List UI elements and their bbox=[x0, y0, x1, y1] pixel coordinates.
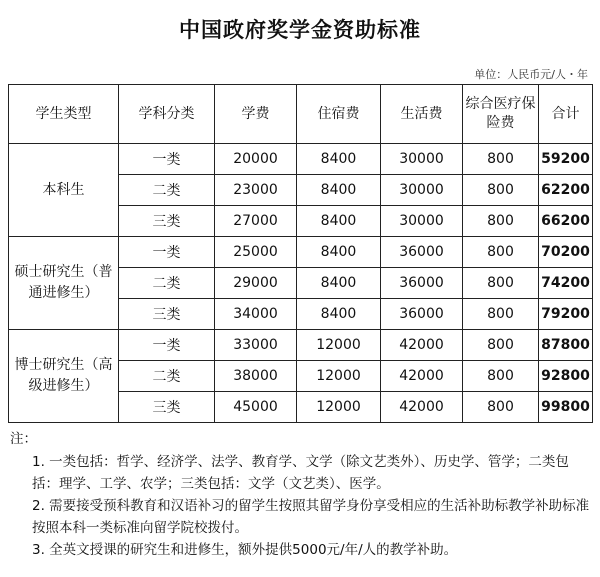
header-student-type: 学生类型 bbox=[9, 85, 119, 144]
insurance-cell: 800 bbox=[463, 175, 539, 206]
table-row bbox=[9, 144, 593, 175]
tuition-cell: 33000 bbox=[215, 330, 297, 361]
insurance-cell: 800 bbox=[463, 237, 539, 268]
category-cell: 三类 bbox=[119, 392, 215, 423]
tuition-cell: 45000 bbox=[215, 392, 297, 423]
housing-cell: 12000 bbox=[297, 361, 381, 392]
insurance-cell: 800 bbox=[463, 392, 539, 423]
header-housing: 住宿费 bbox=[297, 85, 381, 144]
insurance-cell: 800 bbox=[463, 144, 539, 175]
living-cell: 36000 bbox=[381, 237, 463, 268]
category-cell: 三类 bbox=[119, 299, 215, 330]
header-subject-category: 学科分类 bbox=[119, 85, 215, 144]
header-total: 合计 bbox=[539, 85, 593, 144]
insurance-cell: 800 bbox=[463, 361, 539, 392]
category-cell: 二类 bbox=[119, 268, 215, 299]
page-title: 中国政府奖学金资助标准 bbox=[179, 18, 421, 42]
total-cell: 99800 bbox=[539, 392, 593, 423]
living-cell: 30000 bbox=[381, 144, 463, 175]
tuition-cell: 20000 bbox=[215, 144, 297, 175]
housing-cell: 8400 bbox=[297, 237, 381, 268]
living-cell: 36000 bbox=[381, 299, 463, 330]
living-cell: 30000 bbox=[381, 175, 463, 206]
housing-cell: 12000 bbox=[297, 392, 381, 423]
category-cell: 一类 bbox=[119, 144, 215, 175]
tuition-cell: 38000 bbox=[215, 361, 297, 392]
header-living: 生活费 bbox=[381, 85, 463, 144]
total-cell: 59200 bbox=[539, 144, 593, 175]
total-cell: 66200 bbox=[539, 206, 593, 237]
tuition-cell: 27000 bbox=[215, 206, 297, 237]
total-cell: 87800 bbox=[539, 330, 593, 361]
table-row bbox=[9, 237, 593, 268]
student-type-cell: 硕士研究生（普通进修生） bbox=[9, 237, 119, 330]
total-cell: 70200 bbox=[539, 237, 593, 268]
housing-cell: 8400 bbox=[297, 144, 381, 175]
scholarship-table bbox=[8, 84, 593, 423]
category-cell: 三类 bbox=[119, 206, 215, 237]
total-cell: 74200 bbox=[539, 268, 593, 299]
tuition-cell: 34000 bbox=[215, 299, 297, 330]
notes-section bbox=[10, 428, 590, 561]
table-row bbox=[9, 330, 593, 361]
notes-label: 注： bbox=[10, 431, 37, 447]
housing-cell: 8400 bbox=[297, 175, 381, 206]
living-cell: 42000 bbox=[381, 392, 463, 423]
note-item-3: 3. 全英文授课的研究生和进修生，额外提供5000元/年/人的教学补助。 bbox=[32, 542, 458, 558]
living-cell: 42000 bbox=[381, 361, 463, 392]
total-cell: 62200 bbox=[539, 175, 593, 206]
housing-cell: 8400 bbox=[297, 268, 381, 299]
insurance-cell: 800 bbox=[463, 330, 539, 361]
tuition-cell: 23000 bbox=[215, 175, 297, 206]
housing-cell: 12000 bbox=[297, 330, 381, 361]
category-cell: 二类 bbox=[119, 361, 215, 392]
unit-label: 单位：人民币元/人・年 bbox=[474, 68, 588, 81]
tuition-cell: 25000 bbox=[215, 237, 297, 268]
note-item-1: 1. 一类包括：哲学、经济学、法学、教育学、文学（除文艺类外）、历史学、管学；二类包括：理学、工学、农学；三类包括：文学（文艺类）、医学。 bbox=[32, 454, 569, 492]
living-cell: 42000 bbox=[381, 330, 463, 361]
header-tuition: 学费 bbox=[215, 85, 297, 144]
student-type-cell: 本科生 bbox=[9, 144, 119, 237]
student-type-cell: 博士研究生（高级进修生） bbox=[9, 330, 119, 423]
insurance-cell: 800 bbox=[463, 206, 539, 237]
category-cell: 一类 bbox=[119, 330, 215, 361]
header-insurance: 综合医疗保险费 bbox=[463, 85, 539, 144]
living-cell: 36000 bbox=[381, 268, 463, 299]
living-cell: 30000 bbox=[381, 206, 463, 237]
tuition-cell: 29000 bbox=[215, 268, 297, 299]
insurance-cell: 800 bbox=[463, 268, 539, 299]
category-cell: 一类 bbox=[119, 237, 215, 268]
category-cell: 二类 bbox=[119, 175, 215, 206]
total-cell: 92800 bbox=[539, 361, 593, 392]
table-header-row bbox=[9, 85, 593, 144]
insurance-cell: 800 bbox=[463, 299, 539, 330]
total-cell: 79200 bbox=[539, 299, 593, 330]
note-item-2: 2. 需要接受预科教育和汉语补习的留学生按照其留学身份享受相应的生活补助标教学补助标准按照本科一类标准向留学院校拨付。 bbox=[32, 498, 590, 536]
housing-cell: 8400 bbox=[297, 299, 381, 330]
housing-cell: 8400 bbox=[297, 206, 381, 237]
